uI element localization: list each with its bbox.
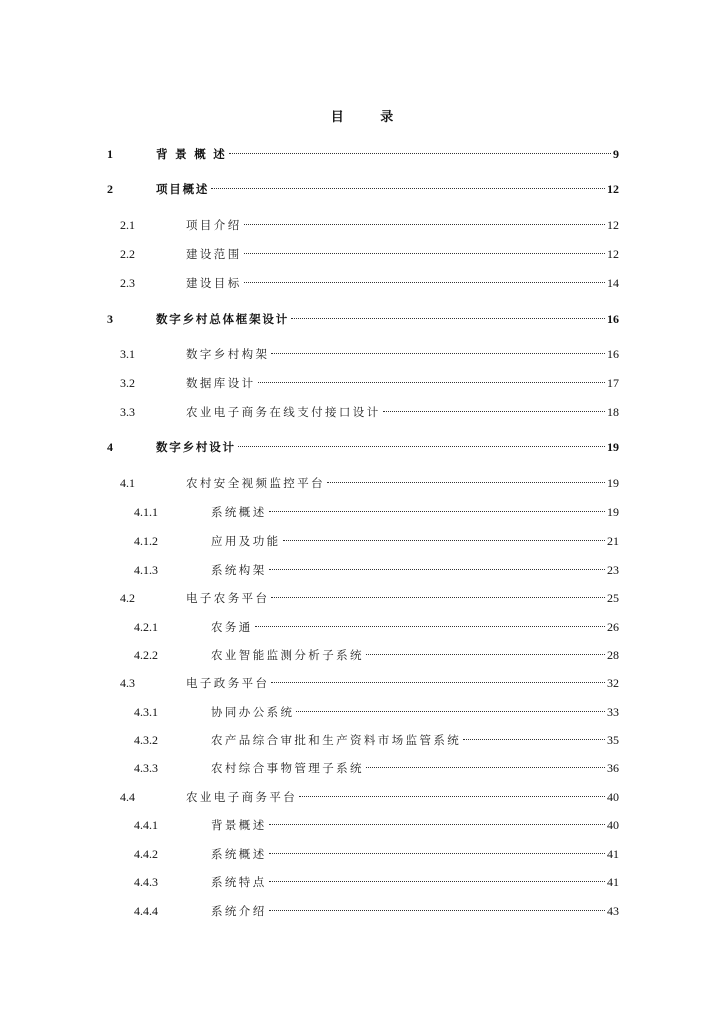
toc-entry[interactable]: [0, 473, 724, 493]
toc-entry-page-number: 19: [607, 476, 619, 490]
toc-entry-body: [211, 758, 619, 778]
toc-entry-title: 数据库设计: [186, 376, 256, 390]
toc-entry-body: [186, 588, 619, 608]
toc-entry-title: 应用及功能: [211, 534, 281, 548]
toc-dot-leader: [299, 795, 605, 797]
toc-entry-number: 4.1.1: [134, 505, 158, 519]
toc-dot-leader: [244, 223, 605, 225]
toc-entry-number: 4.1: [120, 476, 135, 490]
toc-entry-page-number: 41: [607, 847, 619, 861]
toc-entry-number: 2.2: [120, 247, 135, 261]
toc-entry[interactable]: [0, 758, 724, 778]
toc-entry-body: [211, 901, 619, 921]
toc-dot-leader: [366, 766, 605, 768]
toc-entry-number: 4.3.1: [134, 705, 158, 719]
toc-entry[interactable]: [0, 244, 724, 264]
toc-entry-title: 电子农务平台: [186, 591, 270, 605]
toc-entry-number: 2: [107, 182, 113, 196]
toc-entry-title: 数字乡村构架: [186, 347, 270, 361]
toc-dot-leader: [269, 880, 605, 882]
toc-entry-title: 农业电子商务平台: [186, 790, 298, 804]
toc-entry-page-number: 35: [607, 733, 619, 747]
toc-entry-body: [186, 402, 619, 422]
toc-entry-number: 3.2: [120, 376, 135, 390]
toc-entry-body: [211, 645, 619, 665]
toc-entry-title: 建设范围: [186, 247, 242, 261]
toc-dot-leader: [283, 539, 606, 541]
toc-dot-leader: [383, 410, 605, 412]
toc-entry[interactable]: [0, 179, 724, 199]
toc-entry-page-number: 41: [607, 875, 619, 889]
toc-entry-number: 4.3.2: [134, 733, 158, 747]
toc-entry-body: [186, 273, 619, 293]
toc-entry[interactable]: [0, 373, 724, 393]
toc-entry[interactable]: [0, 730, 724, 750]
toc-entry-body: [211, 502, 619, 522]
toc-entry-body: [156, 437, 619, 457]
toc-entry-title: 数字乡村设计: [156, 440, 236, 454]
toc-dot-leader: [238, 445, 605, 447]
toc-entry-page-number: 9: [613, 147, 619, 161]
toc-entry[interactable]: [0, 344, 724, 364]
toc-entry-title: 电子政务平台: [186, 676, 270, 690]
toc-dot-leader: [255, 625, 605, 627]
toc-entry[interactable]: [0, 872, 724, 892]
toc-entry[interactable]: [0, 144, 724, 164]
toc-entry-page-number: 40: [607, 790, 619, 804]
toc-entry-number: 3: [107, 312, 113, 326]
toc-dot-leader: [269, 823, 605, 825]
toc-entry-body: [186, 344, 619, 364]
toc-entry-number: 4.3: [120, 676, 135, 690]
toc-entry-title: 农村综合事物管理子系统: [211, 761, 364, 775]
toc-entry-page-number: 12: [607, 182, 619, 196]
toc-dot-leader: [291, 317, 605, 319]
toc-entry-title: 农产品综合审批和生产资料市场监管系统: [211, 733, 462, 747]
toc-dot-leader: [244, 252, 605, 254]
toc-entry-title: 系统概述: [211, 847, 267, 861]
toc-dot-leader: [296, 710, 605, 712]
toc-entry-body: [156, 144, 619, 164]
toc-entry-title: 背景概述: [211, 818, 267, 832]
toc-entry[interactable]: [0, 844, 724, 864]
toc-entry-page-number: 19: [607, 440, 619, 454]
toc-entry[interactable]: [0, 402, 724, 422]
toc-entry-page-number: 33: [607, 705, 619, 719]
toc-entry-page-number: 18: [607, 405, 619, 419]
toc-entry-body: [156, 309, 619, 329]
toc-dot-leader: [327, 481, 605, 483]
toc-entry-number: 2.3: [120, 276, 135, 290]
toc-dot-leader: [271, 681, 605, 683]
toc-dot-leader: [366, 653, 605, 655]
toc-entry[interactable]: [0, 502, 724, 522]
toc-entry-page-number: 12: [607, 247, 619, 261]
toc-entry-title: 背 景 概 述: [156, 147, 227, 161]
toc-entry-title: 系统介绍: [211, 904, 267, 918]
toc-entry-body: [211, 730, 619, 750]
toc-entry-body: [211, 872, 619, 892]
toc-entry-page-number: 36: [607, 761, 619, 775]
toc-entry-title: 项目介绍: [186, 218, 242, 232]
toc-entry-number: 4.3.3: [134, 761, 158, 775]
toc-entry[interactable]: [0, 673, 724, 693]
toc-entry-title: 农务通: [211, 620, 253, 634]
toc-entry-body: [186, 787, 619, 807]
toc-entry[interactable]: [0, 437, 724, 457]
toc-entry[interactable]: [0, 560, 724, 580]
toc-entry-title: 系统特点: [211, 875, 267, 889]
toc-entry-page-number: 28: [607, 648, 619, 662]
toc-dot-leader: [229, 152, 611, 154]
toc-entry[interactable]: [0, 309, 724, 329]
toc-entry-number: 1: [107, 147, 113, 161]
toc-entry-body: [186, 673, 619, 693]
toc-entry-body: [211, 617, 619, 637]
toc-entry-title: 农业智能监测分析子系统: [211, 648, 364, 662]
toc-entry-number: 4.4: [120, 790, 135, 804]
toc-entry-body: [156, 179, 619, 199]
toc-entry-number: 4.1.2: [134, 534, 158, 548]
toc-entry[interactable]: [0, 273, 724, 293]
toc-entry[interactable]: [0, 588, 724, 608]
toc-entry-number: 4.2.1: [134, 620, 158, 634]
toc-entry-page-number: 21: [607, 534, 619, 548]
toc-entry-body: [211, 560, 619, 580]
toc-entry-title: 数字乡村总体框架设计: [156, 312, 289, 326]
toc-entry-page-number: 17: [607, 376, 619, 390]
toc-entry-page-number: 40: [607, 818, 619, 832]
toc-entry-number: 3.1: [120, 347, 135, 361]
toc-entry-number: 2.1: [120, 218, 135, 232]
toc-entry-number: 4.4.1: [134, 818, 158, 832]
toc-entry-page-number: 12: [607, 218, 619, 232]
toc-dot-leader: [258, 381, 606, 383]
toc-entry[interactable]: [0, 787, 724, 807]
toc-entry-body: [211, 702, 619, 722]
toc-entry-number: 4.2: [120, 591, 135, 605]
toc-entry-title: 系统构架: [211, 563, 267, 577]
toc-entry[interactable]: [0, 617, 724, 637]
toc-title: 目 录: [330, 110, 410, 125]
toc-entry-title: 建设目标: [186, 276, 242, 290]
toc-entry-title: 农业电子商务在线支付接口设计: [186, 405, 381, 419]
toc-entry-number: 4.4.3: [134, 875, 158, 889]
toc-entry-page-number: 19: [607, 505, 619, 519]
toc-dot-leader: [244, 281, 605, 283]
toc-entry-body: [186, 373, 619, 393]
toc-entry-page-number: 16: [607, 312, 619, 326]
toc-entry-title: 协同办公系统: [211, 705, 295, 719]
toc-entry-body: [186, 215, 619, 235]
toc-entry-body: [211, 531, 619, 551]
toc-entry-number: 4.4.4: [134, 904, 158, 918]
toc-entry-body: [186, 473, 619, 493]
toc-entry[interactable]: [0, 815, 724, 835]
toc-entry[interactable]: [0, 215, 724, 235]
toc-entry-title: 农村安全视频监控平台: [186, 476, 325, 490]
toc-entry[interactable]: [0, 645, 724, 665]
toc-dot-leader: [269, 568, 605, 570]
toc-dot-leader: [269, 852, 605, 854]
toc-entry-number: 3.3: [120, 405, 135, 419]
toc-entry-page-number: 26: [607, 620, 619, 634]
toc-dot-leader: [271, 596, 605, 598]
toc-entry-page-number: 25: [607, 591, 619, 605]
toc-entry-title: 系统概述: [211, 505, 267, 519]
toc-entry-number: 4.4.2: [134, 847, 158, 861]
toc-entry-page-number: 14: [607, 276, 619, 290]
toc-entry-number: 4.2.2: [134, 648, 158, 662]
toc-entry[interactable]: [0, 702, 724, 722]
toc-entry-page-number: 32: [607, 676, 619, 690]
toc-dot-leader: [463, 738, 605, 740]
toc-dot-leader: [269, 909, 605, 911]
toc-entry-body: [186, 244, 619, 264]
toc-entry[interactable]: [0, 531, 724, 551]
toc-entry-body: [211, 844, 619, 864]
toc-entry-page-number: 16: [607, 347, 619, 361]
toc-entry-page-number: 43: [607, 904, 619, 918]
toc-entry-body: [211, 815, 619, 835]
toc-entry-title: 项目概述: [156, 182, 210, 196]
toc-entry-page-number: 23: [607, 563, 619, 577]
toc-dot-leader: [211, 187, 605, 189]
toc-dot-leader: [269, 510, 605, 512]
toc-dot-leader: [271, 352, 605, 354]
toc-entry[interactable]: [0, 901, 724, 921]
toc-entry-number: 4: [107, 440, 113, 454]
toc-entry-number: 4.1.3: [134, 563, 158, 577]
